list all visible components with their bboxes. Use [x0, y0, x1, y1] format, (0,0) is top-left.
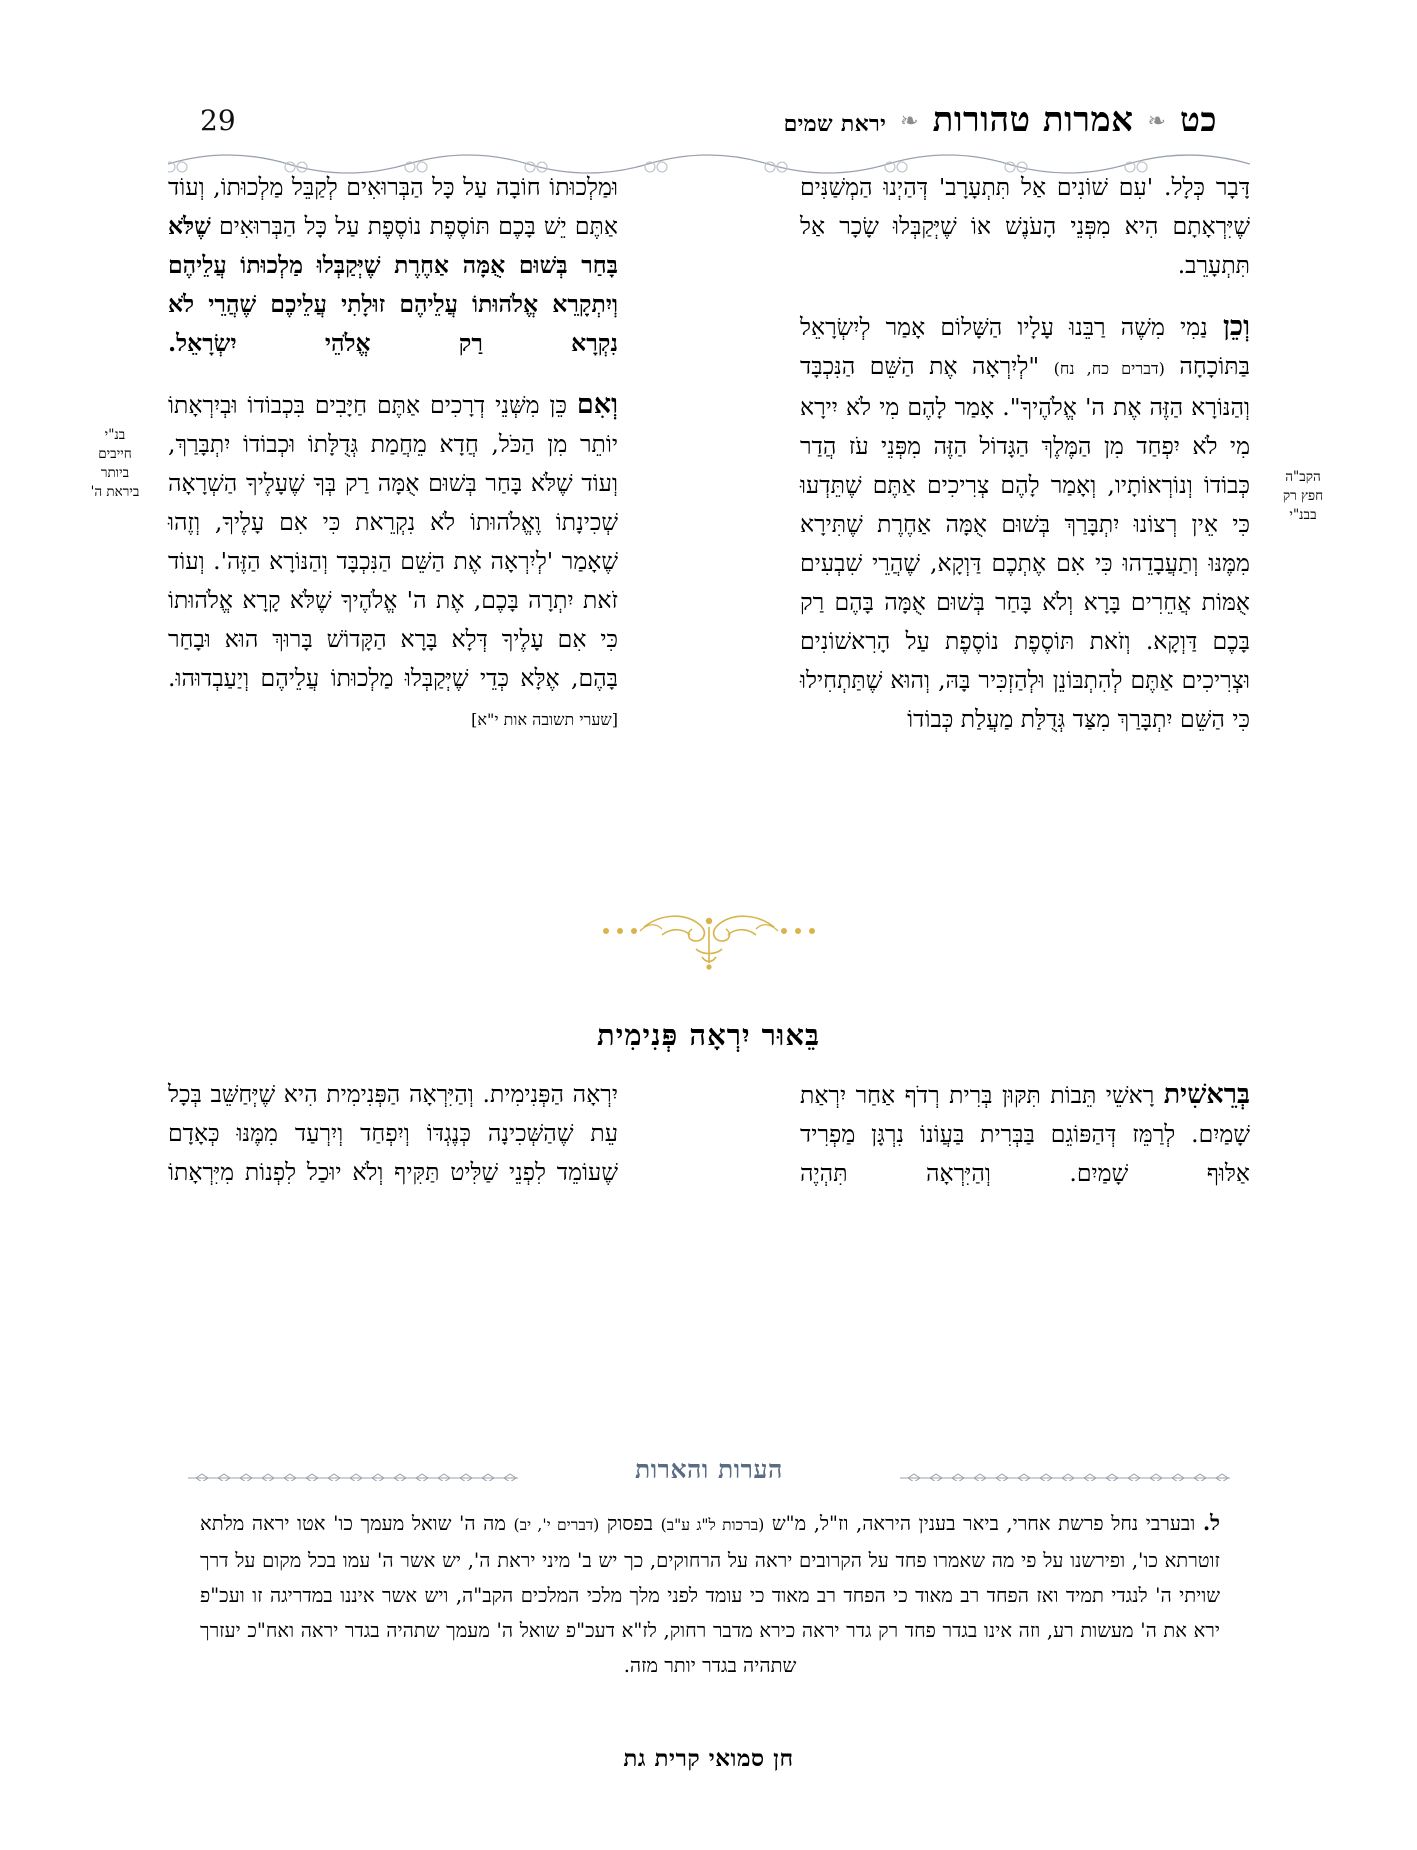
source-reference-shaarei-teshuva: [שערי תשובה אות י"א]: [471, 710, 618, 729]
hebrew-folio-letters: כט: [1179, 100, 1217, 139]
main-left-column: [90, 168, 618, 739]
paragraph-rc-2-text: נַמִי מִשֶׁה רַבֵּנוּ עָלָיו הַשָּׁלוֹם אָמַר לְיִשְׂרָאֵל בַּתּוֹכָחָה: [800, 313, 1250, 380]
notes-divider-title: הערות והארות: [635, 1455, 783, 1484]
paragraph-rc-2-lead: וְכֵן: [1223, 311, 1250, 342]
margin-note-right-line-1: הקב"ה: [1285, 469, 1321, 485]
margin-note-left-line-3: ביותר: [100, 465, 130, 481]
margin-note-right-line-3: בבנ"י: [1289, 507, 1317, 523]
source-reference-devarim: (דברים כח, נח): [1053, 359, 1165, 378]
lower-left-text: יִרְאָה הַפְּנִימִית. וְהַיִּרְאָה הַפְּנִימִית הִיא שֶׁיְּחַשֵּׁב בְּכָל עֵת שֶׁהַשְּׁכִינָה כְּנֶגְדּוֹ וְיִפְחַד וְיִרְעַד מִמֶּנּוּ כְּאָדָם שֶׁעוֹמֵד לִפְנֵי שַׁלִּיט תַּקִּיף וְלֹא יוּכַל לִפְנוֹת מִיִּרְאָתוֹ: [168, 1080, 618, 1186]
page-header: [200, 100, 1217, 150]
margin-note-left-line-1: בנ"י: [104, 427, 126, 443]
lower-paragraph-left: [168, 1075, 618, 1192]
margin-note-right-line-2: חפץ רק: [1282, 488, 1324, 504]
paragraph-rc-2-continuation: "לְיִרְאָה אֶת הַשֵּׁם הַנִּכְבָּד וְהַנּוֹרָא הַזֶּה אֶת ה' אֱלֹהֶיךָ". אָמַר לָהֶם מִי לֹא יִירָא מִי לֹא יִפְחַד מִן הַמֶּלֶךְ הַגָּדוֹל הַזֶּה מִפְּנֵי עֹז הֲדַר כְּבוֹדוֹ וְנוֹרְאוֹתָיו, וְאָמַר לָהֶם צְרִיכִים אַתֶּם שֶׁתֵּדְעוּ כִּי אֵין רְצוֹנוּ יִתְבָּרַךְ בְּשׁוּם אֻמָּה אַחֶרֶת שֶׁתִּירָא מִמֶּנּוּ וְתַעֲבָדֵהוּ כִּי אִם אֶתְכֶם דַּוְקָא, שֶׁהֲרֵי שִׁבְעִים אֻמּוֹת אֲחֵרִים בָּרָא וְלֹא בָּחַר בְּשׁוּם אֻמָּה בָּהֶם רַק בָּכֶם דַּוְקָא. וְזֹאת תּוֹסֶפֶת נוֹסֶפֶת עַל הָרִאשׁוֹנִים וּצְרִיכִים אַתֶּם לְהִתְבּוֹנֵן וּלְהַזְכִּיר בָּהּ, וְהוּא שֶׁתַּתְחִילוּ כִּי הַשֵּׁם יִתְבָּרַךְ מִצַּד גְּדֻלַּת מַעֲלַת כְּבוֹדוֹ: [800, 352, 1250, 733]
paragraph-lc-1-bold-text: שֶׁלֹּא בָּחַר בְּשׁוּם אֻמָּה אַחֶרֶת שֶׁיְּקַבְּלוּ מַלְכוּתוֹ עֲלֵיהֶם וְיִתְקָרֵא אֱלֹהוּתוֹ עֲלֵיהֶם זוּלָתִי עֲלֵיכֶם שֶׁהֲרֵי לֹא נִקְרָא רַק אֱלֹהֵי יִשְׂרָאֵל.: [168, 212, 618, 357]
footnote-part-0: ובערבי נחל פרשת אחרי, ביאר בענין היראה, וז"ל, מ"ש: [764, 1512, 1196, 1535]
margin-note-right: [1264, 468, 1342, 525]
footnote-part-2: בפסוק: [599, 1512, 661, 1535]
paragraph-rc-1: [800, 168, 1250, 285]
lower-body: [168, 1075, 1250, 1235]
main-right-column: [800, 168, 1324, 739]
paragraph-lc-2-lead: וְאִם: [576, 389, 618, 420]
main-body: [90, 168, 1324, 888]
margin-note-left-line-4: ביראת ה': [90, 484, 140, 500]
fleuron-diamond-icon-2: ❧: [900, 109, 919, 134]
footnote-part-3-source: (דברים י', יב): [513, 1516, 600, 1534]
header-title-group: [784, 100, 1217, 140]
footnotes-block: [200, 1505, 1220, 1683]
paragraph-lc-1-text: וּמַלְכוּתוֹ חוֹבָה עַל כָּל הַבְּרוּאִים לְקַבֵּל מַלְכוּתוֹ, וְעוֹד אַתֶּם יֵשׁ בָּכֶם תּוֹסֶפֶת נוֹסֶפֶת עַל כָּל הַבְּרוּאִים: [168, 173, 618, 240]
section-heading: בֵּאוּר יִרְאָה פְּנִימִית: [597, 1018, 820, 1052]
center-flourish-ornament: [0, 905, 1417, 979]
footnote-marker: ל.: [1202, 1510, 1220, 1535]
lower-right-lead: בְּרֵאשִׁית: [1163, 1079, 1250, 1110]
footnote-part-4: מה ה' שואל מעמך כו' אטו יראה מלתא זוטרתא כו', ופירשנו על פי מה שאמרו פחד על הקרובים יראה על הרחוקים, כך יש ב' מיני יראת ה', יש אשר ה' עמו בכל מקום על דרך שויתי ה' לנגדי תמיד ואז הפחד רב מאוד כי הפחד רב מאוד כי עומד לפני מלך מלכי המלכים הקב"ה, ויש אשר איננו במדריגה זו ועכ"פ ירא את ה' מעשות רע, וזה אינו בגדר פחד רק גדר יראה כירא מדבר רחוק, לז"א דעכ"פ שואל ה' מעמך שתהיה בגדר יראה ואח"כ יעזרך שתהיה בגדר יותר מזה.: [200, 1512, 1220, 1677]
lower-right-column: [800, 1075, 1250, 1193]
footnote-part-1-source: (ברכות ל"ג ע"ב): [660, 1516, 765, 1534]
paragraph-rc-2: [800, 307, 1250, 739]
lower-paragraph-right: [800, 1075, 1250, 1193]
lower-left-column: [168, 1075, 618, 1192]
lower-right-text: רָאשֵׁי תֵּבוֹת תִּקּוּן בְּרִית רְדֹף אַחַר יִרְאַת שָׁמַיִם. לְרַמֵּז דְּהַפּוֹגֵם בַּבְּרִית בַּעֲוֹנוֹ נִרְגָּן מַפְרִיד אַלּוּף שָׁמַיִם. וְהַיִּרְאָה תִּהְיֶה: [800, 1081, 1250, 1187]
paragraph-lc-2-text: כֵּן מִשְּׁנֵי דְרָכִים אַתֶּם חַיָּבִים בִּכְבוֹדוֹ וּבְיִרְאָתוֹ יוֹתֵר מִן הַכֹּל, חֲדָא מֵחֲמַת גְּדֻלָּתוֹ וּכְבוֹדוֹ יִתְבָּרַךְ, וְעוֹד שֶׁלֹּא בָּחַר בְּשׁוּם אֻמָּה רַק בְּךָ שֶׁעָלֶיךָ הַשְׁרָאָה שְׁכִינָתוֹ וֶאֱלֹהוּתוֹ לֹא נִקְרֵאת כִּי אִם עָלֶיךָ, וְזֶהוּ שֶׁאָמַר 'לְיִרְאָה אֶת הַשֵּׁם הַנִּכְבָּד וְהַנּוֹרָא הַזֶּה'. וְעוֹד זֹאת יִתְרָה בָּכֶם, אֶת ה' אֱלֹהֶיךָ שֶׁלֹּא קָרָא אֱלֹהוּתוֹ כִּי אִם עָלֶיךָ דְּלָא בָּרָא הַקָּדוֹשׁ בָּרוּךְ הוּא וּבָחַר בָּהֶם, אֶלָּא כְּדֵי שֶׁיְּקַבְּלוּ מַלְכוּתוֹ עֲלֵיהֶם וְיַעַבְדוּהוּ.: [168, 391, 618, 692]
paragraph-rc-1-text: דָּבָר כְּלָל. 'עִם שׁוֹנִים אַל תִּתְעָרָב' דְּהַיְנוּ הַמְשַׁנִּים שֶׁיִּרְאָתָם הִיא מִפְּנֵי הָעֹנֶשׁ אוֹ שֶׁיְּקַבְּלוּ שָׂכָר אַל תִּתְעָרֵב.: [800, 173, 1250, 279]
header-section-title: יראת שמים: [783, 111, 887, 137]
margin-note-left: [76, 426, 154, 502]
book-title: אמרות טהורות: [932, 100, 1134, 140]
fleuron-diamond-icon: ❧: [1147, 109, 1166, 134]
notes-divider: [168, 1455, 1250, 1491]
folio-number: 29: [200, 104, 236, 137]
paragraph-lc-1: [168, 168, 618, 363]
paragraph-lc-2: [168, 385, 618, 739]
margin-note-left-line-2: חייבים: [98, 446, 132, 462]
page-footer: חן סמואי קרית גת: [623, 1745, 794, 1772]
footnote-item: [200, 1505, 1220, 1683]
